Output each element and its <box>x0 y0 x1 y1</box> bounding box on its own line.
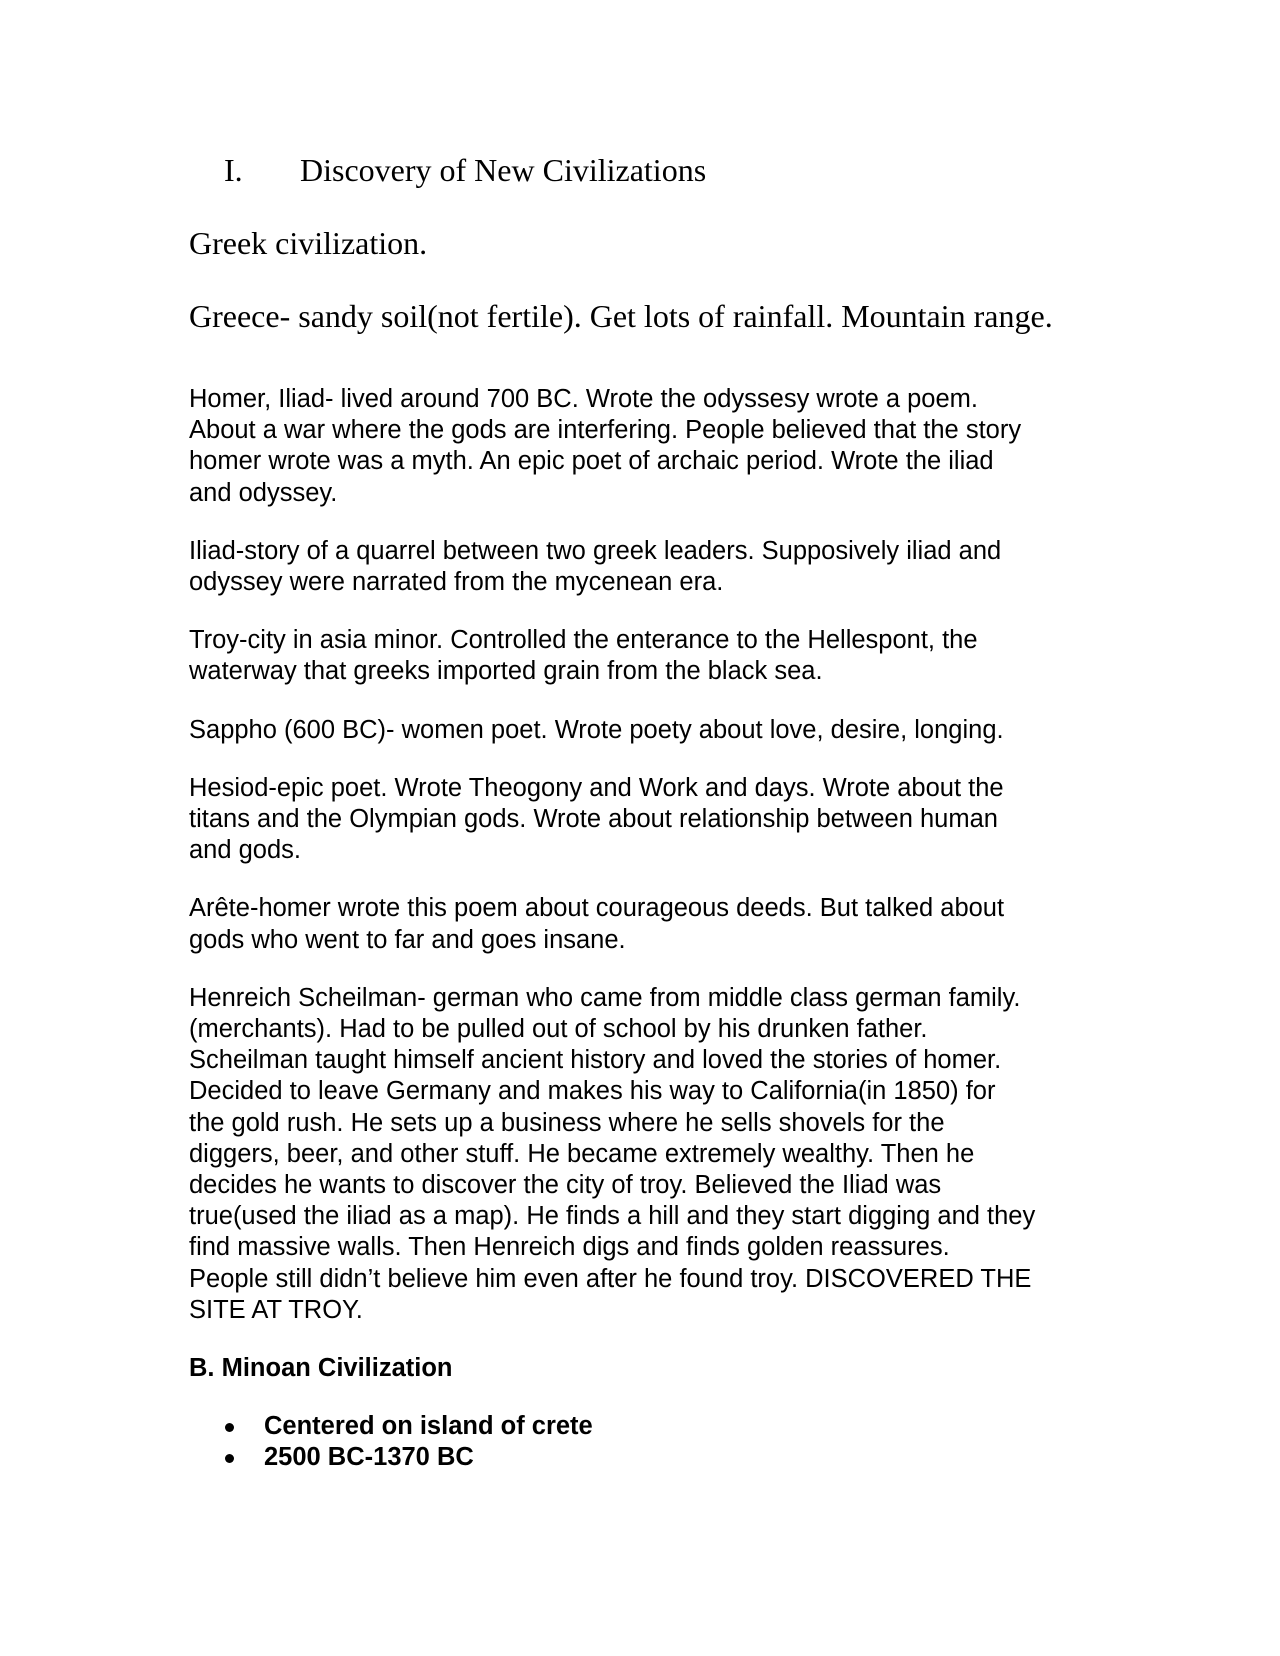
greece-geography-line: Greece- sandy soil(not fertile). Get lots of rainfall. Mountain range. <box>189 298 1053 334</box>
text-line: Sappho (600 BC)- women poet. Wrote poety about love, desire, longing. <box>189 715 1004 744</box>
paragraph-hesiod <box>189 773 1109 867</box>
text-line: waterway that greeks imported grain from the black sea. <box>189 657 823 686</box>
text-line: homer wrote was a myth. An epic poet of archaic period. Wrote the iliad <box>189 447 994 476</box>
text-line: Troy-city in asia minor. Controlled the enterance to the Hellespont, the <box>189 626 978 655</box>
text-line: odyssey were narrated from the mycenean era. <box>189 568 724 597</box>
minoan-bullet-list <box>189 1411 1109 1473</box>
text-line: true(used the iliad as a map). He finds a hill and they start digging and they <box>189 1202 1036 1231</box>
text-line: diggers, beer, and other stuff. He became extremely wealthy. Then he <box>189 1139 975 1168</box>
paragraph-troy <box>189 625 1109 687</box>
bullet-icon <box>225 1454 234 1463</box>
bullet-text: 2500 BC-1370 BC <box>264 1443 474 1472</box>
bullet-text: Centered on island of crete <box>264 1412 593 1441</box>
section-heading <box>224 150 706 190</box>
section-b-title: B. Minoan Civilization <box>189 1354 453 1383</box>
notes-body <box>189 384 1109 1474</box>
text-line: Scheilman taught himself ancient history and loved the stories of homer. <box>189 1046 1002 1075</box>
text-line: and odyssey. <box>189 478 338 507</box>
text-line: Homer, Iliad- lived around 700 BC. Wrote the odyssesy wrote a poem. <box>189 385 978 413</box>
paragraph-arete <box>189 893 1109 955</box>
bullet-icon <box>225 1423 234 1432</box>
paragraph-homer <box>189 384 1109 509</box>
text-line: About a war where the gods are interfering. People believed that the story <box>189 416 1022 445</box>
text-line: decides he wants to discover the city of troy. Believed the Iliad was <box>189 1171 942 1200</box>
heading-numeral: I. <box>224 152 243 188</box>
greek-civilization-line: Greek civilization. <box>189 225 428 261</box>
text-line: titans and the Olympian gods. Wrote about relationship between human <box>189 805 998 834</box>
text-line: the gold rush. He sets up a business where he sells shovels for the <box>189 1108 945 1137</box>
list-item <box>189 1411 1109 1442</box>
text-line: Decided to leave Germany and makes his way to California(in 1850) for <box>189 1077 996 1106</box>
text-line: Arête-homer wrote this poem about courageous deeds. But talked about <box>189 894 1005 923</box>
text-line: (merchants). Had to be pulled out of school by his drunken father. <box>189 1015 928 1044</box>
text-line: People still didn’t believe him even after he found troy. DISCOVERED THE <box>189 1264 1032 1293</box>
text-line: find massive walls. Then Henreich digs and finds golden reassures. <box>189 1233 950 1262</box>
paragraph-sappho <box>189 715 1109 746</box>
text-line: Iliad-story of a quarrel between two greek leaders. Supposively iliad and <box>189 536 1002 565</box>
text-line: Henreich Scheilman- german who came from middle class german family. <box>189 983 1021 1012</box>
paragraph-iliad <box>189 536 1109 598</box>
text-line: and gods. <box>189 836 302 865</box>
text-line: SITE AT TROY. <box>189 1295 363 1324</box>
list-item <box>189 1442 1109 1473</box>
paragraph-scheilman <box>189 983 1109 1326</box>
text-line: gods who went to far and goes insane. <box>189 925 626 954</box>
text-line: Hesiod-epic poet. Wrote Theogony and Work and days. Wrote about the <box>189 773 1004 802</box>
heading-title: Discovery of New Civilizations <box>300 152 707 188</box>
